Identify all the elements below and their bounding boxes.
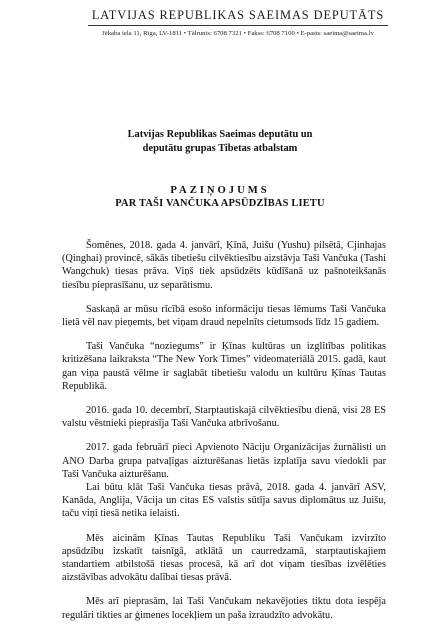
paragraph-5: 2017. gada februārī pieci Apvienoto Nāciju Organizācijas žurnālisti un ANO Darba grupa patvaļīgas aizturēšanas lietās izplatīja savu viedokli par Taši Vančuka aizturēšanu. (62, 442, 386, 480)
letterhead (88, 8, 388, 38)
document-heading (70, 184, 370, 210)
letterhead-title: LATVIJAS REPUBLIKAS SAEIMAS DEPUTĀTS (91, 8, 385, 22)
letterhead-contact: Jēkaba iela 11, Rīga, LV-1811 • Tālrunis: 6708 7321 • Fakss: 6708 7100 • E-pasts: saeima@saeima.lv (102, 30, 374, 37)
paragraph-3: Taši Vančuka “noziegums” ir Ķīnas kultūras un izglītības politikas kritizēšana laikraksta “The New York Times” videomateriālā 2015. gadā, kaut gan viņa paustā vēlme ir saglabāt tibetiešu valodu un kultūru Ķīnas Tautas Republikā. (62, 341, 386, 392)
paragraph-1: Šomēnes, 2018. gada 4. janvārī, Ķīnā, Juišu (Yushu) pilsētā, Cjinhajas (Qinghai) provincē, sākās tibetiešu cilvēktiesību aizstāvja Taši Vančuka (Tashi Wangchuk) tiesas prāva. Viņš tiek apsūdzēts kūdīšanā uz pašnoteikšanās tiesību pieprasīšanu, uz separātismu. (62, 240, 386, 291)
letterhead-divider (88, 25, 388, 26)
document-subtitle: PAR TAŠI VANČUKA APSŪDZĪBAS LIETU (115, 198, 325, 209)
document-title: PAZIŅOJUMS (170, 185, 270, 196)
paragraph-8: Mēs arī pieprasām, lai Taši Vančukam nekavējoties tiktu dota iespēja regulāri tikties ar ģimenes locekļiem un paša izraudzīto advokātu. (62, 596, 386, 621)
addressee-line-1: Latvijas Republikas Saeimas deputātu un (127, 129, 313, 140)
paragraph-2: Saskaņā ar mūsu rīcībā esošo informāciju tiesas lēmums Taši Vančuka lietā vēl nav pieņemts, bet viņam draud nepelnīts cietumsods līdz 15 gadiem. (62, 303, 386, 329)
paragraph-4: 2016. gada 10. decembrī, Starptautiskajā cilvēktiesību dienā, visi 28 ES valstu vēstnieki pieprasīja Taši Vančuka atbrīvošanu. (62, 405, 386, 430)
paragraph-7: Mēs aicinām Ķīnas Tautas Republiku Taši Vančukam izvirzīto apsūdzību izskatīt taisnīgā, atklātā un caurredzamā, starptautiskajiem standartiem atbilstošā tiesas procesā, kā arī dot viņam tiesības izvēlēties aizstāvības advokātu dalībai tiesas prāvā. (62, 532, 386, 584)
addressee-line-2: deputātu grupas Tibetas atbalstam (142, 143, 298, 154)
paragraph-6: Lai būtu klāt Taši Vančuka tiesas prāvā, 2018. gada 4. janvārī ASV, Kanāda, Anglija, Vācija un citas ES valstis sūtīja savus diplomātus uz Juišu, taču viņi tiesā netika ielaisti. (62, 482, 386, 520)
document-body (62, 239, 386, 633)
addressee-block (70, 128, 370, 156)
